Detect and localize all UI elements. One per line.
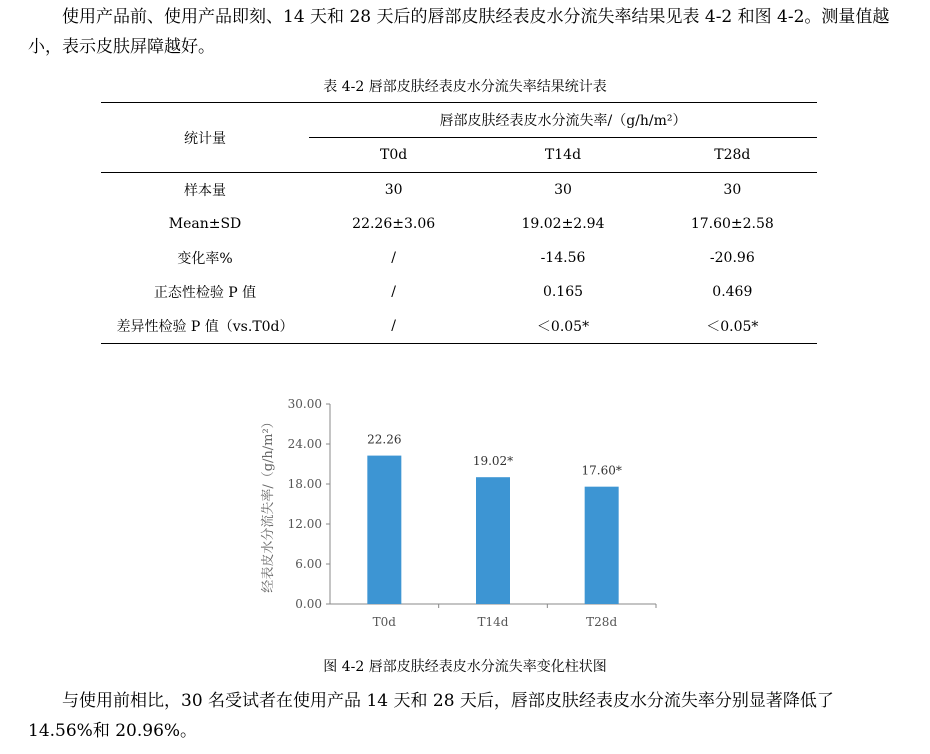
row-label: 正态性检验 P 值 (153, 285, 257, 301)
y-tick-label: 30.00 (287, 397, 322, 411)
bar-group (367, 433, 622, 604)
figure-caption: 图 4-2 唇部皮肤经表皮水分流失率变化柱状图 (323, 659, 607, 675)
table-cell: 0.469 (712, 284, 753, 300)
bar (367, 456, 401, 604)
bar-chart (250, 392, 670, 642)
row-header: 统计量 (101, 103, 309, 173)
bar (585, 487, 619, 604)
intro-paragraph: 使用产品前、使用产品即刻、14 天和 28 天后的唇部皮肤经表皮水分流失率结果见表 4-2 和图 4-2。测量值越小，表示皮肤屏障越好。 (28, 7, 890, 57)
column-header: T28d (648, 138, 817, 173)
data-label: 17.60* (581, 463, 622, 478)
table-cell: -14.56 (540, 250, 586, 266)
row-label: 变化率% (177, 251, 233, 267)
group-header: 唇部皮肤经表皮水分流失率/（g/h/m²） (309, 103, 817, 138)
table-caption: 表 4-2 唇部皮肤经表皮水分流失率结果统计表 (323, 79, 607, 95)
y-axis-label: 经表皮水分流失率/（g/h/m²） (261, 415, 276, 593)
column-header: T0d (309, 138, 478, 173)
table-cell: / (309, 309, 478, 344)
table-cell: 30 (478, 173, 647, 208)
table-cell: ＜0.05* (648, 309, 817, 344)
x-label-group (373, 604, 656, 629)
conclusion-paragraph: 与使用前相比，30 名受试者在使用产品 14 天和 28 天后，唇部皮肤经表皮水分流失率分别显著降低了 14.56%和 20.96%。 (28, 691, 834, 741)
y-tick-label: 24.00 (287, 437, 322, 451)
row-label: 样本量 (101, 173, 309, 208)
row-label: Mean±SD (168, 216, 242, 232)
bar (476, 477, 510, 604)
y-tick-label: 6.00 (295, 557, 322, 571)
x-tick-label: T0d (372, 615, 396, 629)
y-tick-label: 0.00 (295, 597, 322, 611)
table-cell: ＜0.05* (478, 309, 647, 344)
table-cell: / (391, 284, 397, 300)
y-tick-label: 12.00 (287, 517, 322, 531)
y-tick-group (288, 397, 330, 611)
table-cell: 17.60±2.58 (690, 216, 774, 232)
table-cell: 30 (309, 173, 478, 208)
column-header: T14d (478, 138, 647, 173)
table-row (101, 207, 817, 241)
row-label: 差异性检验 P 值（vs.T0d） (101, 309, 309, 344)
table-row (101, 275, 817, 309)
data-label: 19.02* (472, 454, 514, 469)
data-label: 22.26 (367, 432, 402, 447)
y-tick-label: 18.00 (287, 477, 322, 491)
table-cell: 22.26±3.06 (352, 216, 436, 232)
table-cell: 30 (648, 173, 817, 208)
table-cell: 19.02±2.94 (521, 216, 605, 232)
table-cell: / (391, 250, 397, 266)
table-row (101, 173, 817, 208)
statistics-table (101, 102, 817, 344)
table-row (101, 309, 817, 344)
table-cell: 0.165 (542, 284, 584, 300)
x-tick-label: T28d (586, 615, 618, 629)
table-row (101, 241, 817, 275)
table-cell: -20.96 (709, 250, 755, 266)
x-tick-label: T14d (477, 615, 509, 629)
